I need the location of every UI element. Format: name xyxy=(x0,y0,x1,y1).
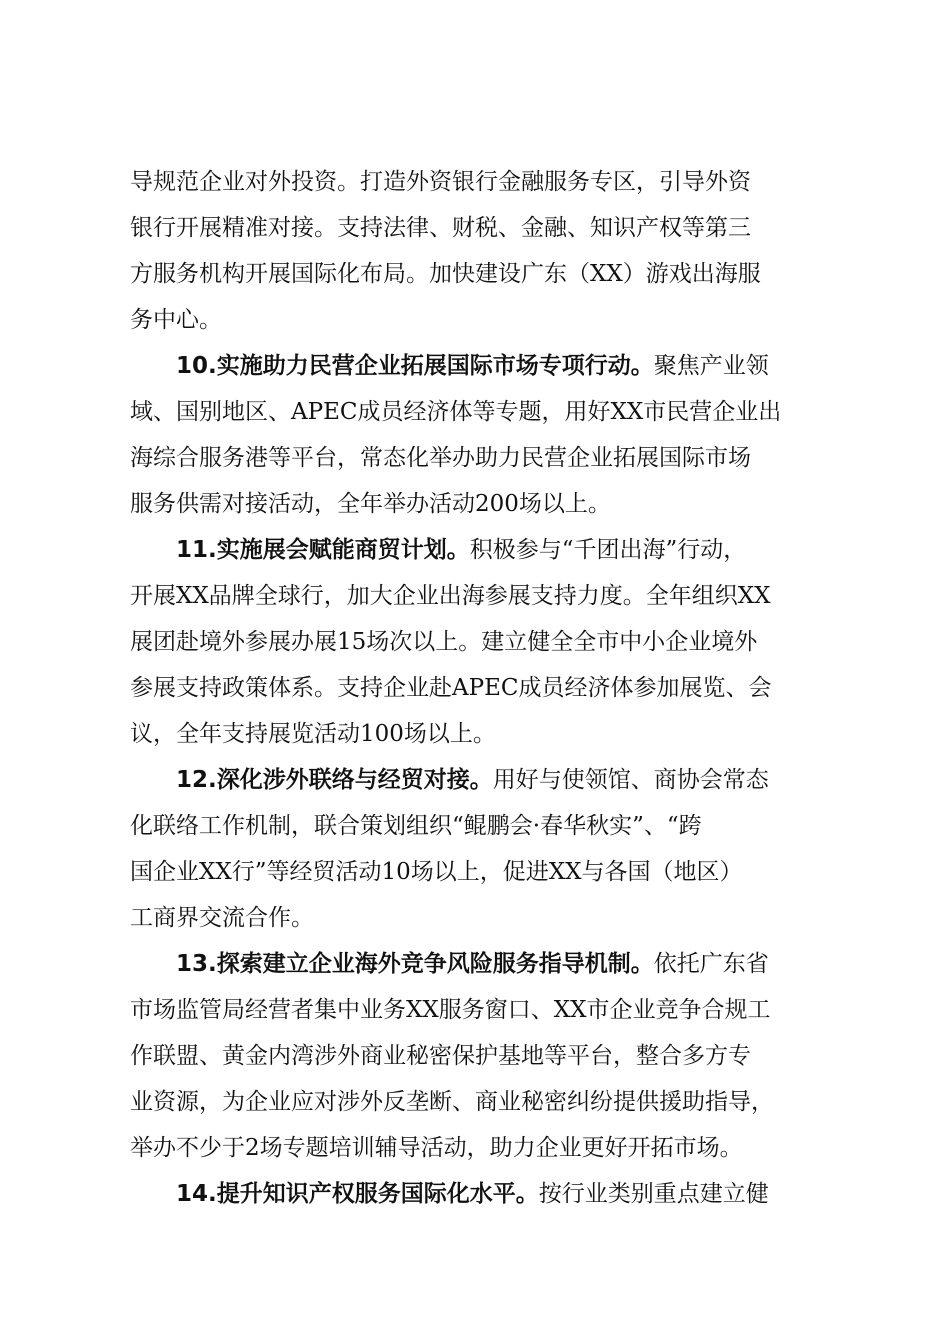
paragraph-line: 工商界交流合作。 xyxy=(130,905,314,931)
item-11-first-line xyxy=(176,528,830,572)
item-14-heading: 14.提升知识产权服务国际化水平。 xyxy=(176,1181,539,1207)
paragraph-line: 市场监管局经营者集中业务XX服务窗口、XX市企业竞争合规工 xyxy=(130,997,771,1023)
paragraph-line: 银行开展精准对接。支持法律、财税、金融、知识产权等第三 xyxy=(130,215,751,241)
item-12-heading: 12.深化涉外联络与经贸对接。 xyxy=(176,767,493,793)
item-11-text: 积极参与“千团出海”行动， xyxy=(469,537,747,563)
paragraph-line: 展团赴境外参展办展15场次以上。建立健全全市中小企业境外 xyxy=(130,629,758,655)
paragraph-line: 作联盟、黄金内湾涉外商业秘密保护基地等平台，整合多方专 xyxy=(130,1043,751,1069)
item-11-heading: 11.实施展会赋能商贸计划。 xyxy=(176,537,470,563)
item-10-first-line xyxy=(176,344,830,388)
paragraph-line: 域、国别地区、APEC成员经济体等专题，用好XX市民营企业出 xyxy=(130,399,782,425)
paragraph-line: 化联络工作机制，联合策划组织“鲲鹏会·春华秋实”、“跨 xyxy=(130,813,702,839)
paragraph-line: 服务供需对接活动，全年举办活动200场以上。 xyxy=(130,491,611,517)
paragraph-line: 议，全年支持展览活动100场以上。 xyxy=(130,721,496,747)
item-10-text: 聚焦产业领 xyxy=(653,353,769,379)
item-13-text: 依托广东省 xyxy=(653,951,769,977)
item-14-first-line xyxy=(176,1172,830,1216)
item-12-first-line xyxy=(176,758,830,802)
paragraph-line: 举办不少于2场专题培训辅导活动，助力企业更好开拓市场。 xyxy=(130,1135,743,1161)
paragraph-line: 参展支持政策体系。支持企业赴APEC成员经济体参加展览、会 xyxy=(130,675,772,701)
paragraph-line: 导规范企业对外投资。打造外资银行金融服务专区，引导外资 xyxy=(130,169,751,195)
paragraph-line: 方服务机构开展国际化布局。加快建设广东（XX）游戏出海服 xyxy=(130,261,761,287)
paragraph-line: 开展XX品牌全球行，加大企业出海参展支持力度。全年组织XX xyxy=(130,583,771,609)
item-13-first-line xyxy=(176,942,830,986)
item-10-heading: 10.实施助力民营企业拓展国际市场专项行动。 xyxy=(176,353,654,379)
paragraph-line: 海综合服务港等平台，常态化举办助力民营企业拓展国际市场 xyxy=(130,445,751,471)
item-14-text: 按行业类别重点建立健 xyxy=(538,1181,769,1207)
item-13-heading: 13.探索建立企业海外竞争风险服务指导机制。 xyxy=(176,951,654,977)
item-12-text: 用好与使领馆、商协会常态 xyxy=(492,767,769,793)
paragraph-line: 务中心。 xyxy=(130,307,222,333)
paragraph-line: 业资源，为企业应对涉外反垄断、商业秘密纠纷提供援助指导， xyxy=(130,1089,774,1115)
paragraph-line: 国企业XX行”等经贸活动10场以上，促进XX与各国（地区） xyxy=(130,859,743,885)
